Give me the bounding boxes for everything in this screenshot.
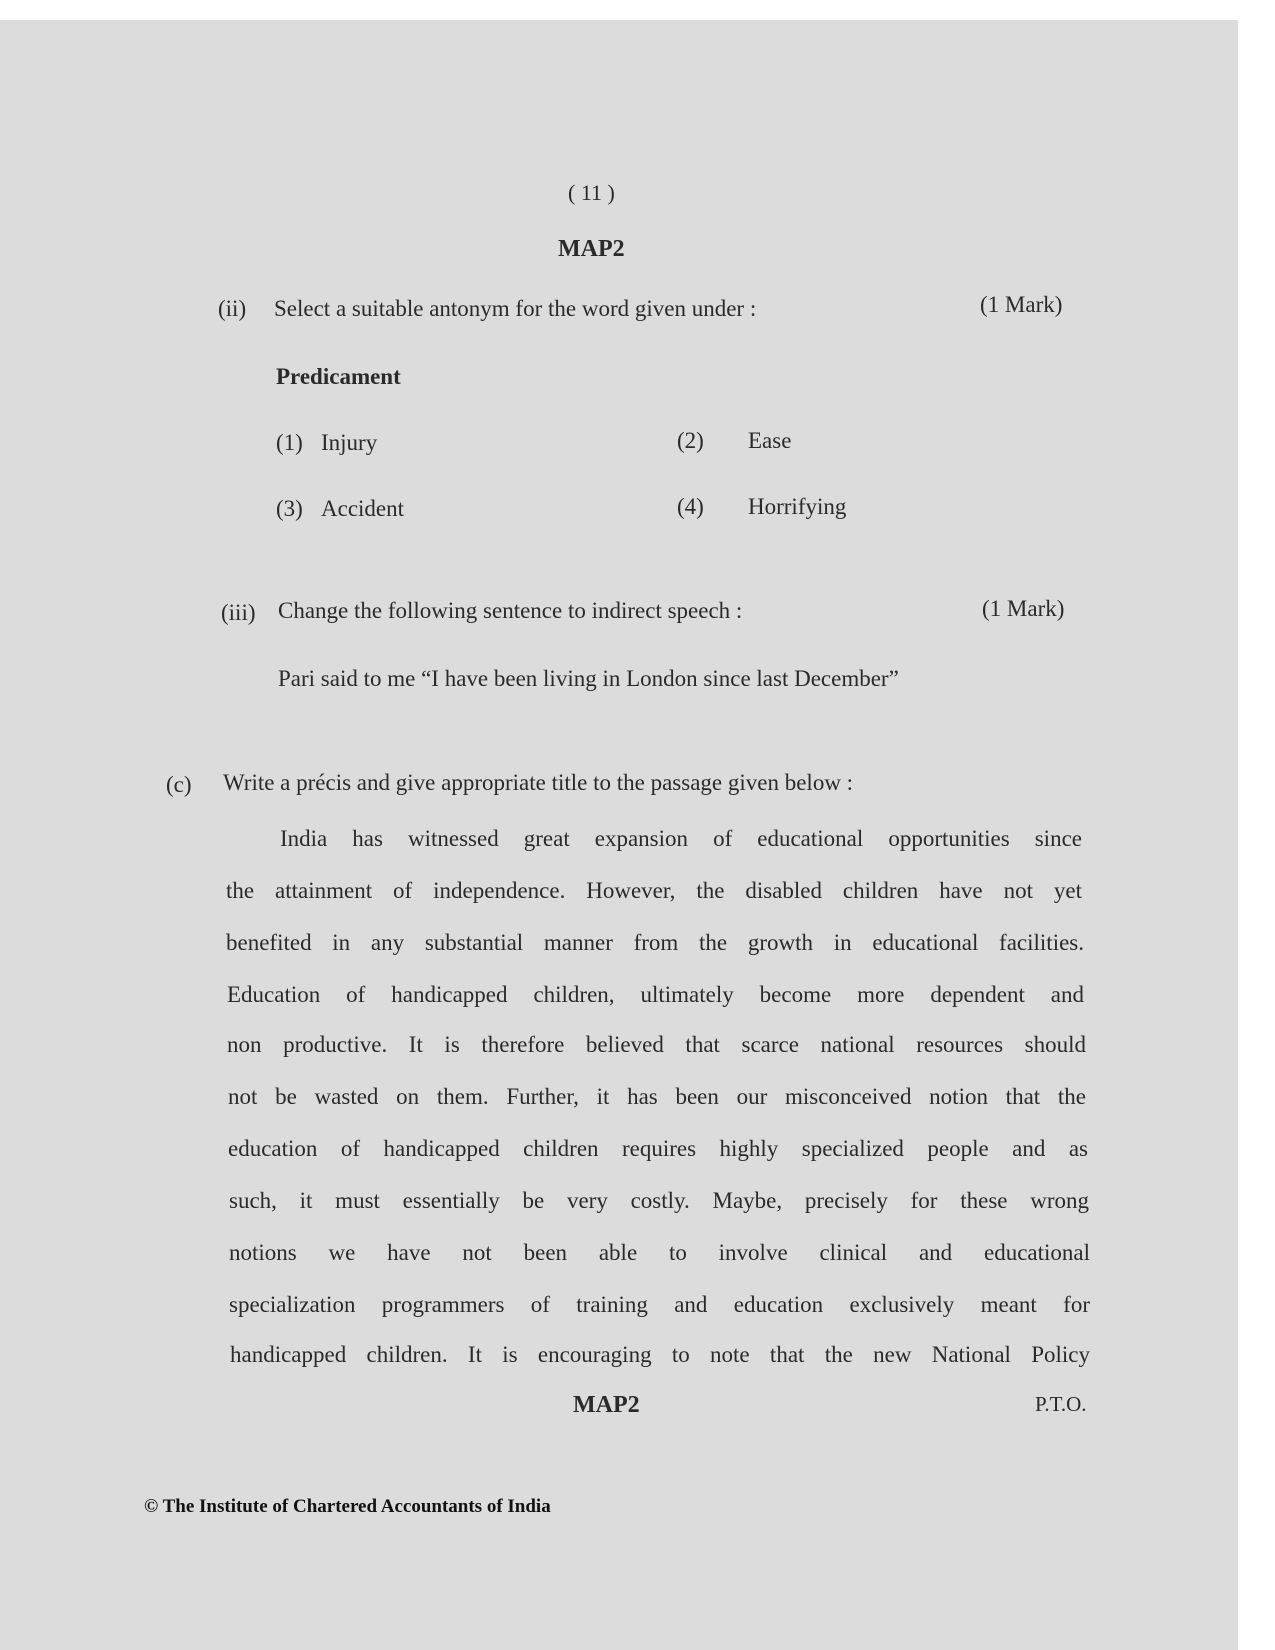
- question-label: (ii): [218, 296, 247, 321]
- option-text: Accident: [321, 496, 405, 521]
- passage-line: specialization programmers of training and education exclusively meant for: [229, 1292, 1090, 1317]
- target-word: Predicament: [276, 364, 401, 389]
- option-text: Ease: [748, 428, 792, 453]
- direct-speech-sentence: Pari said to me “I have been living in London since last December”: [278, 666, 899, 691]
- page-number: ( 11 ): [568, 180, 615, 205]
- passage-line: handicapped children. It is encouraging to note that the new National Policy: [230, 1342, 1090, 1367]
- option-number: (4): [677, 494, 704, 519]
- marks-label: (1 Mark): [980, 292, 1063, 317]
- passage-line: benefited in any substantial manner from the growth in educational facilities.: [226, 930, 1084, 955]
- question-label: (iii): [221, 600, 256, 625]
- option-text: Injury: [321, 430, 378, 455]
- option-number: (3): [276, 496, 303, 521]
- passage-line: such, it must essentially be very costly. Maybe, precisely for these wrong: [229, 1188, 1089, 1213]
- paper-code-header: MAP2: [558, 236, 625, 262]
- question-prompt: Select a suitable antonym for the word given under :: [274, 296, 757, 321]
- question-prompt: Change the following sentence to indirect speech :: [278, 598, 743, 623]
- pto-label: P.T.O.: [1035, 1392, 1087, 1416]
- passage-line: education of handicapped children requires highly specialized people and as: [228, 1136, 1088, 1161]
- passage-line: India has witnessed great expansion of educational opportunities since: [280, 826, 1082, 851]
- passage-line: Education of handicapped children, ultimately become more dependent and: [227, 982, 1084, 1007]
- question-label: (c): [166, 772, 192, 797]
- paper-code-footer: MAP2: [573, 1392, 640, 1418]
- passage-line: not be wasted on them. Further, it has been our misconceived notion that the: [228, 1084, 1086, 1109]
- question-prompt: Write a précis and give appropriate title to the passage given below :: [223, 770, 854, 795]
- passage-line: non productive. It is therefore believed that scarce national resources should: [227, 1032, 1086, 1057]
- option-text: Horrifying: [748, 494, 847, 519]
- copyright-notice: © The Institute of Chartered Accountants of India: [144, 1496, 551, 1517]
- marks-label: (1 Mark): [982, 596, 1065, 621]
- option-number: (1): [276, 430, 303, 455]
- passage-line: the attainment of independence. However, the disabled children have not yet: [226, 878, 1082, 903]
- option-number: (2): [677, 428, 704, 453]
- passage-line: notions we have not been able to involve clinical and educational: [229, 1240, 1090, 1265]
